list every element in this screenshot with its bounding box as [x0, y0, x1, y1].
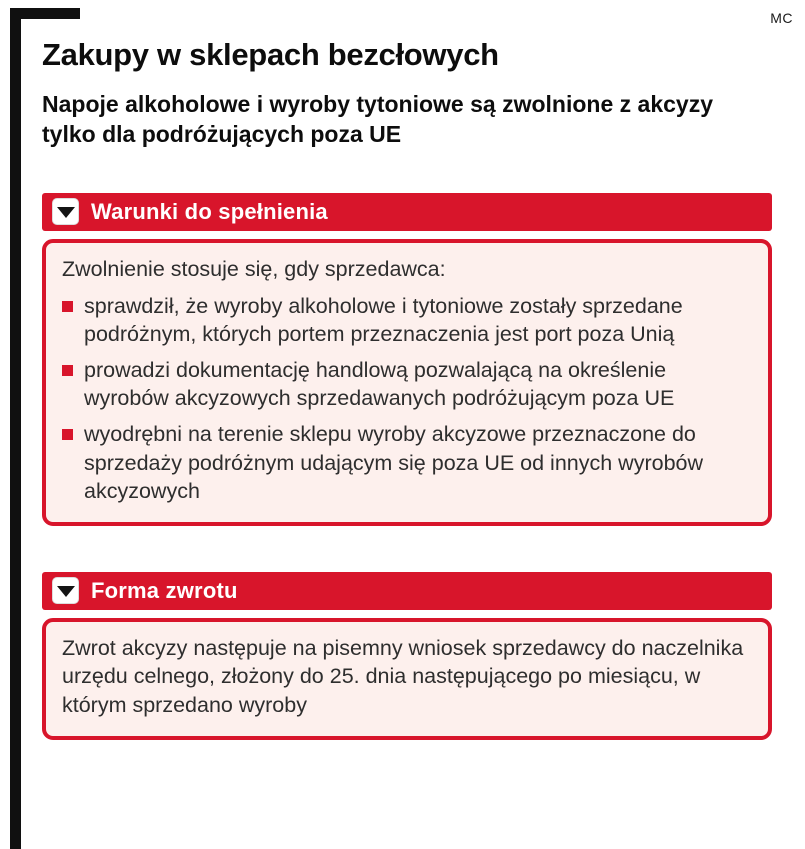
- corner-bracket-vertical: [10, 8, 21, 849]
- bullet-square-icon: [62, 429, 73, 440]
- section-header-label: Warunki do spełnienia: [91, 198, 328, 224]
- credit: MC: [770, 10, 793, 26]
- page-title: Zakupy w sklepach bezcłowych: [42, 37, 499, 72]
- corner-bracket-horizontal: [10, 8, 80, 19]
- chevron-down-icon: [52, 198, 79, 225]
- bullet-text: sprawdził, że wyroby alkoholowe i tytoniowe zostały sprzedane podróżnym, których portem przeznaczenia jest port poza Unią: [84, 293, 683, 347]
- section-intro: Zwolnienie stosuje się, gdy sprzedawca:: [62, 256, 446, 281]
- section-conditions: [42, 193, 772, 526]
- bullet-text: wyodrębni na terenie sklepu wyroby akcyzowe przeznaczone do sprzedaży podróżnym udającym się poza UE od innych wyrobów akcyzowych: [84, 421, 704, 504]
- section-body-box: [42, 239, 772, 526]
- bullet-list: [62, 292, 752, 506]
- list-item: [62, 356, 752, 413]
- list-item: [62, 292, 752, 349]
- section-header-bar: [42, 572, 772, 610]
- section-refund: [42, 572, 772, 740]
- page-subtitle: Napoje alkoholowe i wyroby tytoniowe są zwolnione z akcyzy tylko dla podróżujących poza UE: [42, 91, 713, 147]
- bullet-square-icon: [62, 301, 73, 312]
- bullet-text: prowadzi dokumentację handlową pozwalającą na określenie wyrobów akcyzowych sprzedawanych podróżującym poza UE: [84, 357, 675, 411]
- chevron-down-icon: [52, 577, 79, 604]
- section-text: Zwrot akcyzy następuje na pisemny wniosek sprzedawcy do naczelnika urzędu celnego, złożony do 25. dnia następującego po miesiącu, w którym sprzedano wyroby: [62, 635, 744, 717]
- list-item: [62, 420, 752, 506]
- section-body-box: [42, 618, 772, 740]
- bullet-square-icon: [62, 365, 73, 376]
- section-header-label: Forma zwrotu: [91, 577, 238, 603]
- section-header-bar: [42, 193, 772, 231]
- infographic: [42, 38, 772, 740]
